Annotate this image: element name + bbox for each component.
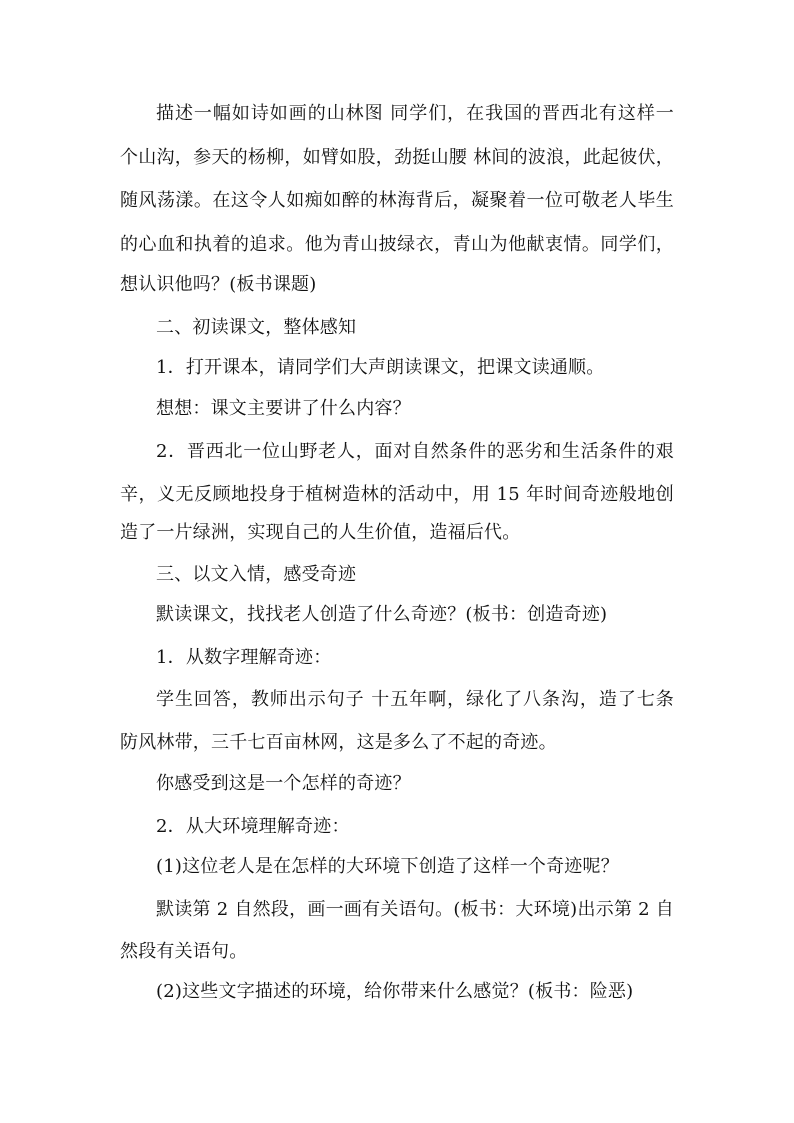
step-1-text: 1．打开课本，请同学们大声朗读课文，把课文读通顺。 — [156, 357, 605, 378]
paragraph-intro-line-2: 个山沟，参天的杨柳，如臂如股，劲挺山腰 林间的波浪，此起彼伏， — [120, 147, 674, 168]
subheading-numbers: 1．从数字理解奇迹： — [156, 647, 332, 668]
reading-task-line-2: 然段有关语句。 — [120, 941, 248, 962]
paragraph-intro-line-1: 描述一幅如诗如画的山林图 同学们，在我国的晋西北有这样一 — [156, 103, 674, 124]
step-2-line-3: 造了一片绿洲，实现自己的人生价值，造福后代。 — [120, 522, 521, 543]
step-2-line-2: 辛，义无反顾地投身于植树造林的活动中，用 15 年时间奇迹般地创 — [120, 484, 674, 505]
section-heading-3: 三、以文入情，感受奇迹 — [156, 564, 357, 585]
question-2: (2)这些文字描述的环境，给你带来什么感觉？(板书：险恶) — [156, 981, 634, 1002]
paragraph-intro-line-5: 想认识他吗？(板书课题) — [120, 274, 317, 295]
student-answer-line-1: 学生回答，教师出示句子 十五年啊，绿化了八条沟，造了七条 — [156, 689, 674, 710]
question-1: (1)这位老人是在怎样的大环境下创造了这样一个奇迹呢？ — [156, 856, 619, 877]
paragraph-intro-line-3: 随风荡漾。在这令人如痴如醉的林海背后，凝聚着一位可敬老人毕生 — [120, 190, 674, 211]
step-2-line-1: 2．晋西北一位山野老人，面对自然条件的恶劣和生活条件的艰 — [156, 441, 674, 462]
feeling-question: 你感受到这是一个怎样的奇迹？ — [156, 773, 411, 794]
subheading-environment: 2．从大环境理解奇迹： — [156, 816, 350, 837]
silent-read-instruction: 默读课文，找找老人创造了什么奇迹？(板书：创造奇迹) — [156, 604, 608, 625]
think-question: 想想：课文主要讲了什么内容？ — [156, 398, 411, 419]
reading-task-line-1: 默读第 2 自然段，画一画有关语句。(板书：大环境)出示第 2 自 — [156, 899, 674, 920]
section-heading-2: 二、初读课文，整体感知 — [156, 317, 357, 338]
paragraph-intro-line-4: 的心血和执着的追求。他为青山披绿衣，青山为他献衷情。同学们， — [120, 234, 674, 255]
student-answer-line-2: 防风林带，三千七百亩林网，这是多么了不起的奇迹。 — [120, 732, 557, 753]
